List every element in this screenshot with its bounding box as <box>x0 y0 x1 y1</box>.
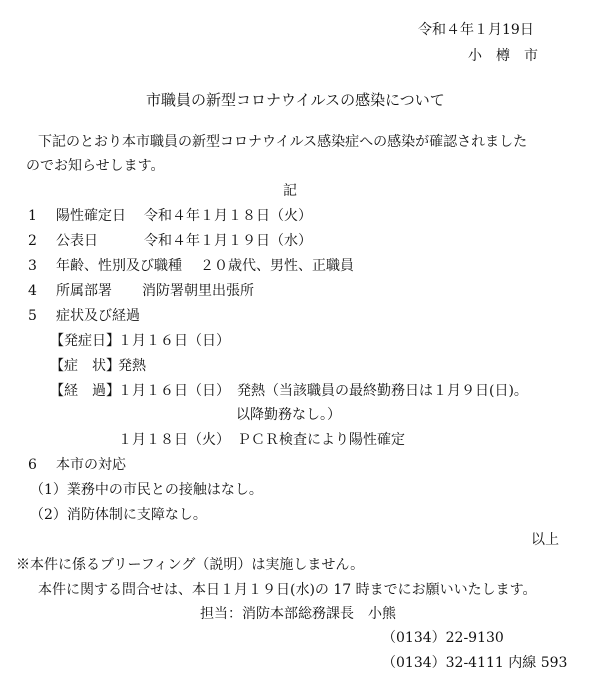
item-value: 消防署朝里出張所 <box>142 283 254 299</box>
item-label: 公表日 <box>56 233 98 249</box>
item-label: 年齢、性別及び職種 <box>56 258 182 274</box>
contact-phone-1: （0134）22-9130 <box>382 630 504 646</box>
contact-person: 担当：消防本部総務課長 小熊 <box>200 606 396 622</box>
item-number: 3 <box>28 258 37 274</box>
contact-phone-2: （0134）32-4111 内線 593 <box>382 655 568 671</box>
symptom-value: 発熱 <box>118 358 146 374</box>
item-label: 本市の対応 <box>56 457 126 473</box>
onset-label: 【発症日】 <box>50 333 120 349</box>
course-line-2: 以降勤務なし。） <box>236 407 341 423</box>
item-number: 4 <box>28 283 37 299</box>
intro-line-2: のでお知らせします。 <box>26 158 165 174</box>
course-label: 【経 過】 <box>50 383 120 399</box>
document-title: 市職員の新型コロナウイルスの感染について <box>146 91 445 109</box>
item-value: 令和４年１月１８日（火） <box>144 208 312 224</box>
item-number: 6 <box>28 457 37 473</box>
document-date: 令和４年１月19日 <box>418 22 534 38</box>
item-number: 1 <box>28 208 37 224</box>
item-value: ２０歳代、男性、正職員 <box>200 258 354 274</box>
item-value: 令和４年１月１９日（水） <box>144 233 312 249</box>
item-label: 陽性確定日 <box>56 208 126 224</box>
issuer-name: 小 樽 市 <box>468 48 538 64</box>
item-number: 2 <box>28 233 37 249</box>
intro-line-1: 下記のとおり本市職員の新型コロナウイルス感染症への感染が確認されました <box>38 134 528 150</box>
closing-mark: 以上 <box>531 532 559 548</box>
response-point-1: （1）業務中の市民との接触はなし。 <box>30 482 263 498</box>
onset-value: １月１６日（日） <box>118 333 230 349</box>
item-label: 所属部署 <box>56 283 112 299</box>
item-label: 症状及び経過 <box>56 308 140 324</box>
symptom-label: 【症 状】 <box>50 358 120 374</box>
course-line-3: １月１８日（火） ＰＣＲ検査により陽性確定 <box>118 432 405 448</box>
inquiry-note: 本件に関する問合せは、本日１月１９日(水)の 17 時までにお願いいたします。 <box>38 582 537 598</box>
course-line-1: １月１６日（日） 発熱（当該職員の最終勤務日は１月９日(日)。 <box>118 383 528 399</box>
response-point-2: （2）消防体制に支障なし。 <box>30 507 207 523</box>
briefing-note: ※本件に係るブリーフィング（説明）は実施しません。 <box>16 557 365 573</box>
ki-heading: 記 <box>283 183 297 199</box>
item-number: 5 <box>28 308 37 324</box>
